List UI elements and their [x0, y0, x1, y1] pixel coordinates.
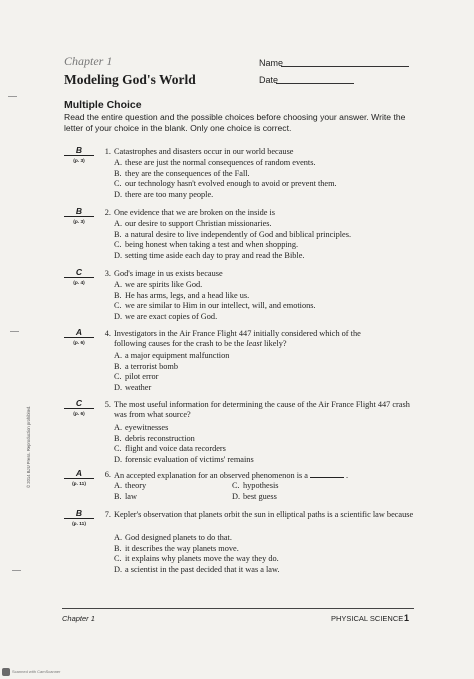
question-text: Kepler's observation that planets orbit the sun in elliptical paths is a scientific law because — [114, 510, 414, 519]
question-text: An accepted explanation for an observed phenomenon is a . — [114, 471, 349, 480]
date-field[interactable] — [276, 83, 354, 84]
option-a: A. theory — [114, 481, 147, 490]
question-text: One evidence that we are broken on the inside is — [114, 208, 276, 217]
answer-letter: C — [75, 398, 83, 408]
answer-letter: B — [75, 206, 83, 216]
answer-blank[interactable] — [64, 267, 94, 289]
answer-line — [64, 277, 94, 278]
answer-letter: B — [75, 508, 83, 518]
margin-mark — [8, 96, 17, 97]
answer-line — [64, 155, 94, 156]
question-text: Catastrophes and disasters occur in our world because — [114, 147, 294, 156]
option-b: B. a terrorist bomb — [114, 361, 178, 371]
answer-line — [64, 216, 94, 217]
page-reference: (p. 11) — [72, 522, 86, 527]
option-c: C. our technology hasn't evolved enough to avoid or prevent them. — [114, 179, 337, 188]
answer-blank[interactable] — [64, 398, 94, 420]
footer-page-number: 1 — [404, 613, 410, 623]
fill-in-blank — [310, 470, 344, 478]
option-b: B. they are the consequences of the Fall. — [114, 168, 250, 178]
date-label: Date — [259, 75, 279, 85]
option-b: B. debris reconstruction — [114, 433, 195, 443]
answer-letter: A — [75, 468, 83, 478]
page-title: Modeling God's World — [64, 72, 196, 87]
question-number: 3. — [104, 269, 111, 278]
footer-chapter: Chapter 1 — [62, 614, 95, 623]
answer-line — [64, 478, 94, 479]
option-b: B. He has arms, legs, and a head like us. — [114, 290, 250, 300]
margin-mark — [10, 331, 19, 332]
section-title: Multiple Choice — [64, 99, 142, 111]
answer-line — [64, 518, 94, 519]
page-reference: (p. 3) — [73, 220, 85, 225]
instructions: Read the entire question and the possible choices before choosing your answer. Write the letter of your choice in the blank. Only one choice is correct. — [64, 112, 406, 133]
question-text: The most useful information for determining the cause of the Air France Flight 447 crash was from what source? — [114, 400, 410, 420]
option-b: B. a natural desire to live independently of God and biblical principles. — [114, 229, 352, 239]
question-number: 4. — [104, 329, 111, 338]
option-c: C. pilot error — [114, 372, 159, 381]
question-number: 5. — [104, 400, 111, 409]
option-a: A. we are spirits like God. — [114, 280, 203, 289]
answer-blank[interactable] — [64, 206, 94, 228]
question-number: 1. — [104, 147, 111, 156]
answer-blank[interactable] — [64, 468, 94, 490]
question-number: 7. — [104, 510, 111, 519]
option-a: A. these are just the normal consequences of random events. — [114, 158, 316, 167]
option-a: A. eyewitnesses — [114, 423, 169, 432]
option-a: A. a major equipment malfunction — [114, 351, 230, 360]
question-number: 6. — [104, 470, 111, 479]
option-c: C. we are similar to Him in our intellect, will, and emotions. — [114, 301, 316, 310]
scanner-watermark: Scanned with CamScanner — [12, 669, 61, 674]
option-c: C. it explains why planets move the way they do. — [114, 554, 279, 563]
chapter-label: Chapter 1 — [64, 54, 113, 68]
option-d: D. setting time aside each day to pray and read the Bible. — [114, 250, 305, 260]
answer-line — [64, 408, 94, 409]
question-number: 2. — [104, 208, 111, 217]
option-c: C. flight and voice data recorders — [114, 444, 226, 453]
option-d: D. a scientist in the past decided that it was a law. — [114, 564, 280, 574]
option-c: C. hypothesis — [232, 481, 279, 490]
answer-blank[interactable] — [64, 327, 94, 349]
answer-letter: A — [75, 327, 83, 337]
option-b: B. law — [114, 491, 137, 501]
page-reference: (p. 6) — [73, 412, 85, 417]
answer-letter: B — [75, 145, 83, 155]
question-text: Investigators in the Air France Flight 447 initially considered which of the following causes for the crash to be the least likely? — [114, 329, 361, 349]
margin-mark — [12, 570, 21, 571]
answer-letter: C — [75, 267, 83, 277]
question-text: God's image in us exists because — [114, 269, 223, 278]
option-d: D. weather — [114, 382, 152, 392]
footer-subject: PHYSICAL SCIENCE — [331, 614, 404, 623]
answer-blank[interactable] — [64, 508, 94, 530]
page-reference: (p. 3) — [73, 159, 85, 164]
copyright-notice: © 2014 BJU Press. Reproduction prohibited. — [26, 405, 31, 488]
option-d: D. there are too many people. — [114, 189, 214, 199]
name-label: Name — [259, 58, 284, 68]
option-d: D. we are exact copies of God. — [114, 311, 218, 321]
option-d: D. forensic evaluation of victims' remains — [114, 454, 254, 464]
option-b: B. it describes the way planets move. — [114, 543, 239, 553]
name-field[interactable] — [281, 66, 409, 67]
option-a: A. our desire to support Christian missionaries. — [114, 219, 272, 228]
option-a: A. God designed planets to do that. — [114, 533, 232, 542]
footer-rule — [62, 608, 414, 609]
page-reference: (p. 4) — [73, 281, 85, 286]
page-reference: (p. 11) — [72, 482, 86, 487]
page-reference: (p. 6) — [73, 341, 85, 346]
option-c: C. being honest when taking a test and when shopping. — [114, 240, 299, 249]
option-d: D. best guess — [232, 491, 277, 501]
scanner-logo-icon — [2, 668, 10, 676]
answer-line — [64, 337, 94, 338]
answer-blank[interactable] — [64, 145, 94, 167]
